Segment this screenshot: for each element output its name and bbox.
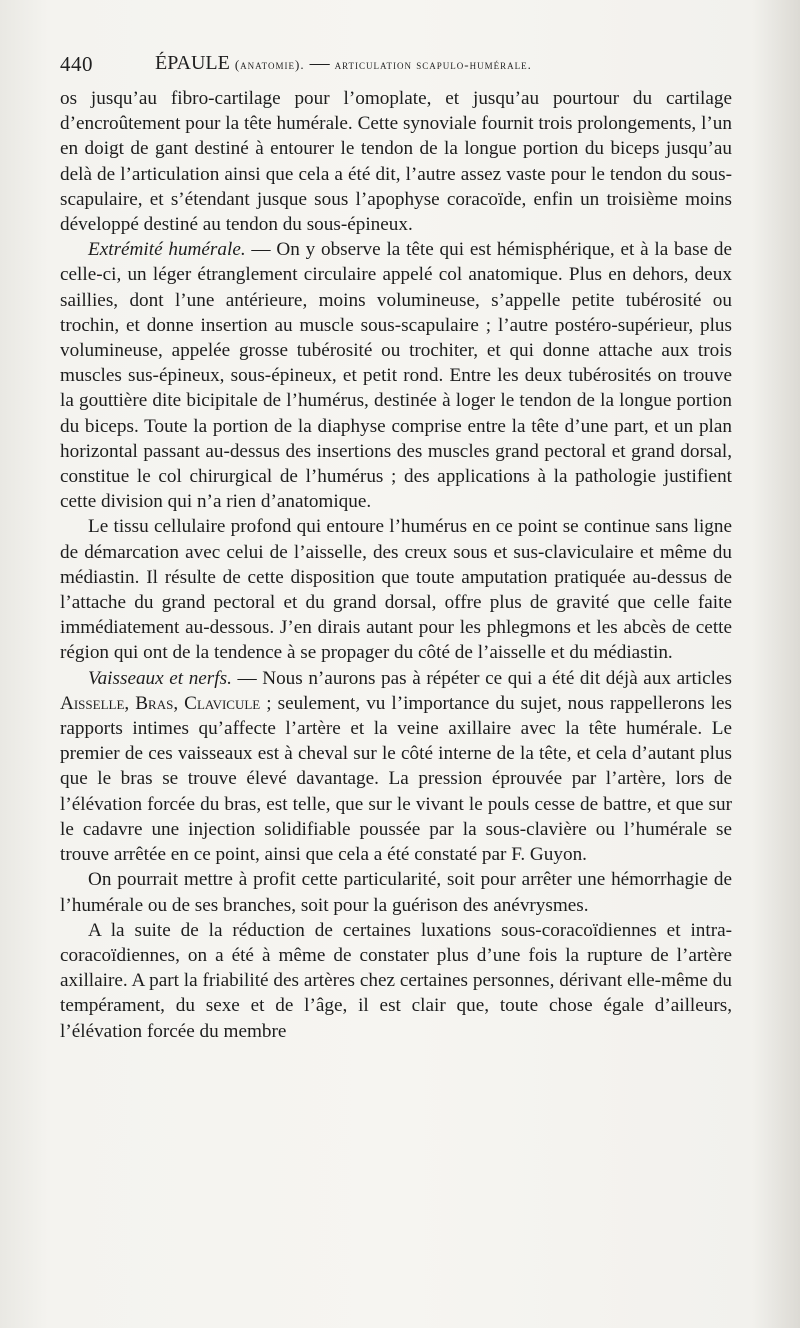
paragraph-text: Le tissu cellulaire profond qui entoure l’humérus en ce point se continue sans ligne de démarcation avec celui de l’aisselle, des creux sous et sus-claviculaire et même du médiastin. Il résulte de cette disposition que toute amputation pratiquée au-dessus de l’attache du grand pectoral et du grand dorsal, offre plus de gravité que celle faite immédiatement au-dessous. J’en dirais autant pour les phlegmons et les abcès de cette région qui ont de la tendence à se propager du côté de l’aisselle et du médiastin. [60, 516, 732, 664]
paragraph-text: On pourrait mettre à profit cette particularité, soit pour arrêter une hémorrhagie de l’humérale ou de ses branches, soit pour la guérison des anévrysmes. [60, 869, 732, 916]
running-title-line [155, 52, 532, 75]
cross-reference: Aisselle [60, 692, 125, 714]
paragraph-text: — On y observe la tête qui est hémisphérique, et à la base de celle-ci, un léger étranglement circulaire appelé col anatomique. Plus en dehors, deux saillies, dont l’une antérieure, moins volumineuse, s’appelle petite tubérosité ou trochin, et donne insertion au muscle sous-scapulaire ; l’autre postéro-supérieur, plus volumineuse, appelée grosse tubérosité ou trochiter, et qui donne attache aux trois muscles sus-épineux, sous-épineux, et petit rond. Entre les deux tubérosités on trouve la gouttière dite bicipitale de l’humérus, destinée à loger le tendon de la longue portion du biceps. Toute la portion de la diaphyse comprise entre la tête d’une part, et un plan horizontal passant au-dessus des insertions des muscles grand pectoral et grand dorsal, constitue le col chirurgical de l’humérus ; des applications à la pathologie justifient cette division qui n’a rien d’anatomique. [60, 239, 732, 513]
paragraph-text: — Nous n’aurons pas à répéter ce qui a été dit déjà aux articles [231, 667, 732, 689]
cross-reference: Clavicule [184, 692, 261, 714]
paragraph-text: A la suite de la réduction de certaines luxations sous-coracoïdiennes et intra-coracoïdiennes, on a été à même de constater plus d’une fois la rupture de l’artère axillaire. A part la friabilité des artères chez certaines personnes, dérivant elle-même du tempérament, du sexe et de l’âge, il est clair que, toute chose égale d’ailleurs, l’élévation forcée du membre [60, 919, 732, 1042]
page-number: 440 [60, 52, 93, 76]
paragraph-text: , [173, 692, 185, 714]
cross-reference: Bras [135, 692, 174, 714]
section-subtitle: (anatomie). [234, 57, 305, 72]
paragraph-text: ; seulement, vu l’importance du sujet, nous rappellerons les rapports intimes qu’affecte l’artère et la veine axillaire avec la tête humérale. Le premier de ces vaisseaux est à cheval sur le côté interne de la tête, et cela d’autant plus que le bras se trouve élevé davantage. La pression éprouvée par l’artère, lors de l’élévation forcée du bras, est telle, que sur le vivant le pouls cesse de battre, et que sur le cadavre une injection solidifiable poussée par la sous-clavière ou l’humérale se trouve arrêtée en ce point, ainsi que cela a été constaté par F. Guyon. [60, 692, 733, 866]
paragraph [60, 514, 732, 665]
body-text [60, 86, 732, 1044]
paragraph [60, 237, 732, 514]
paragraph [60, 867, 732, 917]
paragraph-text: os jusqu’au fibro-cartilage pour l’omoplate, et jusqu’au pourtour du cartilage d’encroûtement pour la tête humérale. Cette synoviale fournit trois prolongements, l’un en doigt de gant destiné à entourer le tendon de la longue portion du biceps jusqu’au delà de l’articulation ainsi que cela a été dit, l’autre assez vaste pour le tendon du sous-scapulaire, et s’étendant jusque sous l’apophyse coracoïde, enfin un troisième moins développé destiné au tendon du sous-épineux. [60, 88, 732, 236]
running-header [60, 52, 732, 78]
paragraph-heading: Extrémité humérale. [88, 239, 246, 261]
paragraph [60, 666, 732, 868]
paragraph [60, 918, 732, 1044]
paragraph-heading: Vaisseaux et nerfs. [88, 667, 232, 689]
header-dash: — [309, 52, 330, 74]
paragraph [60, 86, 732, 237]
paragraph-text: , [124, 692, 136, 714]
section-title: ÉPAULE [155, 52, 230, 74]
running-title: articulation scapulo-humérale. [334, 57, 532, 72]
